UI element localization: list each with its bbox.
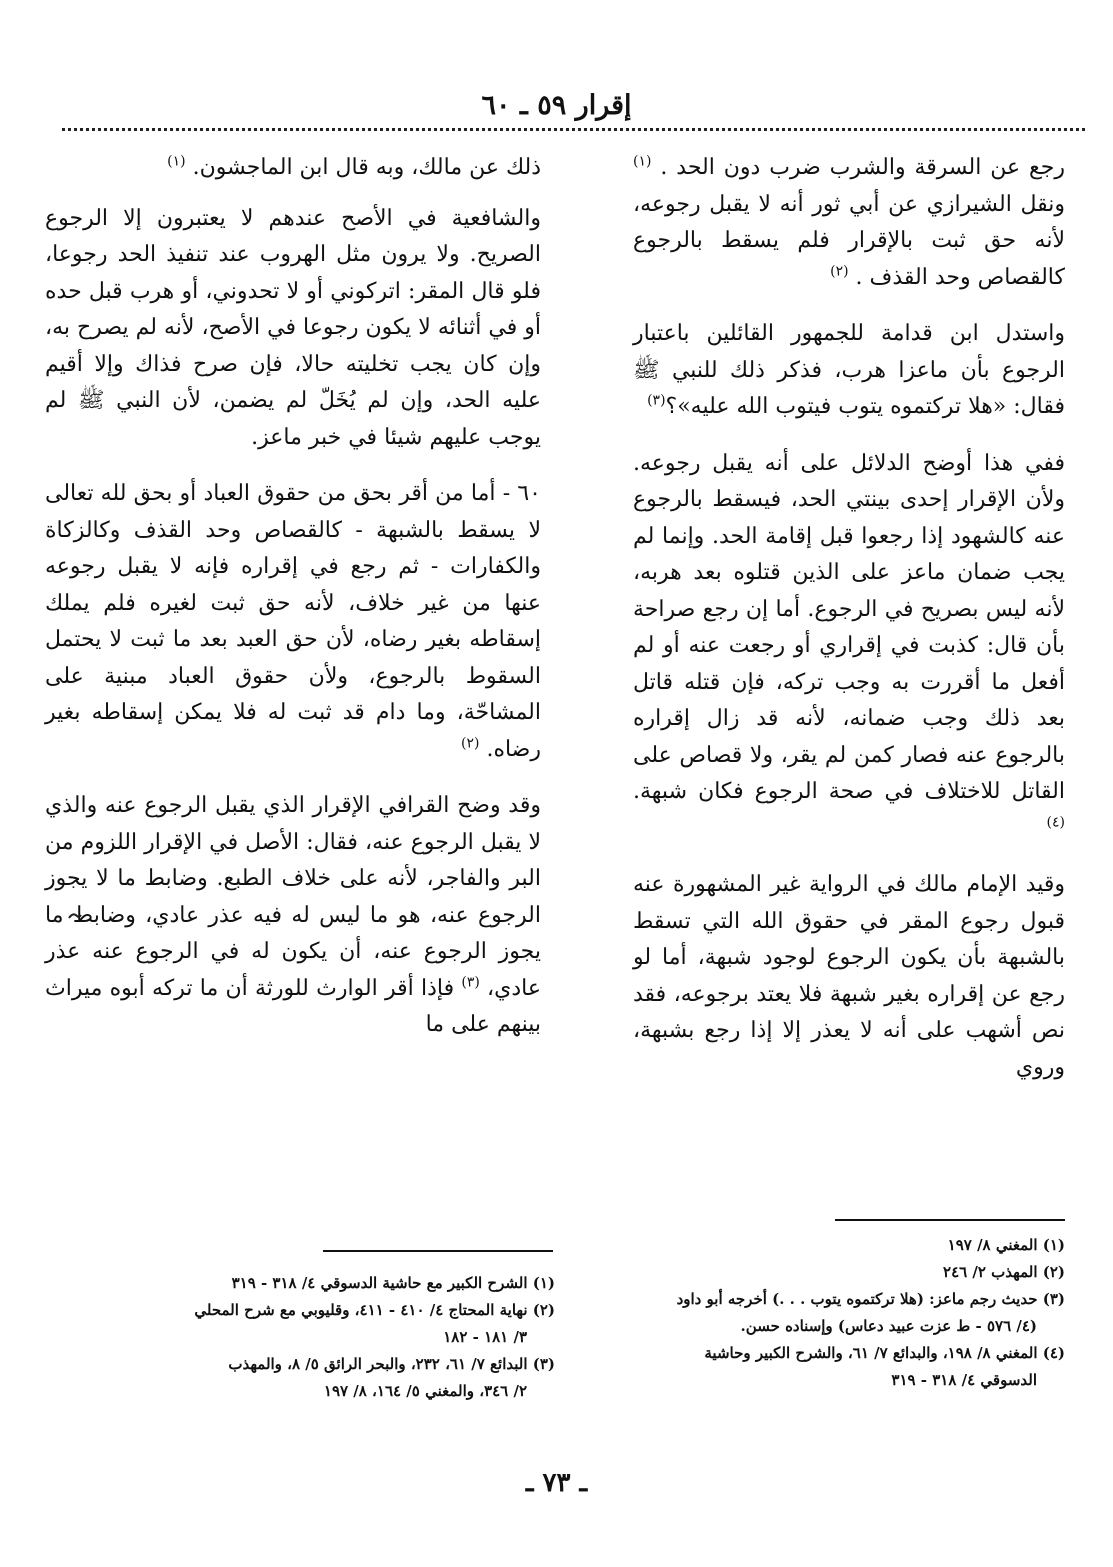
footnote-divider-left (323, 1250, 553, 1252)
footnote-ref: (٤) (1046, 814, 1065, 831)
right-paragraph-2: واستدل ابن قدامة للجمهور القائلين باعتبار الرجوع بأن ماعزا هرب، فذكر ذلك للنبي ﷺ فقال: «هلا تركتموه يتوب فيتوب الله عليه»؟$^{(٣)}$ (633, 321, 1065, 419)
footnote-divider-right (835, 1219, 1065, 1221)
footnote: (٢) نهاية المحتاج ٤/ ٤١٠ - ٤١١، وقليوبي مع شرح المحلي (194, 1301, 555, 1319)
footnote-ref: (١) (167, 153, 186, 170)
footnote-ref: (٣) (461, 974, 480, 991)
margin-marker-icon (68, 912, 82, 922)
right-paragraph-3: ففي هذا أوضح الدلائل على أنه يقبل رجوعه. ولأن الإقرار إحدى بينتي الحد، فيسقط بالرجوع عنه كالشهود إذا رجعوا قبل إقامة الحد. وإنما لم يجب ضمان ماعز على الذين قتلوه بعد هربه، لأنه ليس بصريح في الرجوع. أما إن رجع صراحة بأن قال: كذبت في إقراري أو رجعت عنه أو لم أفعل ما أقررت به وجب تركه، فإن قتله قاتل بعد ذلك وجب ضمانه، لأنه قد زال إقراره بالرجوع عنه فصار كمن لم يقر، ولا قصاص على القاتل للاختلاف في صحة الرجوع فكان شبهة. $^{(٤)}$ (633, 450, 1065, 831)
footnote: (١) الشرح الكبير مع حاشية الدسوقي ٤/ ٣١٨ - ٣١٩ (231, 1274, 555, 1292)
left-paragraph-4: وقد وضح القرافي الإقرار الذي يقبل الرجوع عنه والذي لا يقبل الرجوع عنه، فقال: الأصل في الإقرار اللزوم من البر والفاجر، لأنه على خلاف الطبع. وضابط ما لا يجوز الرجوع عنه، هو ما ليس له فيه عذر عادي، وضابط ما يجوز الرجوع عنه، أن يكون له في الرجوع عنه عذر عادي، $^{(٣)}$ فإذا أقر الوارث للورثة أن ما تركه أبوه ميراث بينهم على ما (45, 793, 541, 1037)
right-paragraph-1: رجع عن السرقة والشرب ضرب دون الحد . $^{(١)}$ ونقل الشيرازي عن أبي ثور أنه لا يقبل رجوعه، لأنه حق ثبت بالإقرار فلم يسقط بالرجوع كالقصاص وحد القذف . $^{(٢)}$ (633, 153, 1065, 290)
left-paragraph-1: ذلك عن مالك، وبه قال ابن الماجشون. $^{(١)}$ (167, 153, 541, 180)
footnote-ref: (٣) (647, 392, 666, 409)
left-column (45, 150, 541, 1064)
header-title: إقرار ٥٩ ـ ٦٠ (481, 90, 632, 121)
footnote: الدسوقي ٤/ ٣١٨ - ٣١٩ (891, 1371, 1037, 1389)
right-paragraph-4: وقيد الإمام مالك في الرواية غير المشهورة عنه قبول رجوع المقر في حقوق الله التي تسقط بالشبهة بأن يكون الرجوع لوجود شبهة، أما لو رجع عن إقراره بغير شبهة فلا يعتد برجوعه، فقد نص أشهب على أنه لا يعذر إلا إذا رجع بشبهة، وروي (633, 872, 1065, 1080)
footnote: (٢) المهذب ٢/ ٢٤٦ (943, 1263, 1065, 1281)
page-number: ـ ٧٣ ـ (525, 1468, 588, 1498)
footnote: ٣/ ١٨١ - ١٨٢ (443, 1328, 527, 1346)
footnote: (٣) البدائع ٧/ ٦١، ٢٣٢، والبحر الرائق ٥/ ٨، والمهذب (228, 1355, 555, 1373)
footnote-ref: (٢) (461, 735, 480, 752)
footnote: ٢/ ٣٤٦، والمغني ٥/ ١٦٤، ٨/ ١٩٧ (323, 1382, 527, 1400)
header-dotted-rule (62, 128, 1085, 131)
left-paragraph-3: ٦٠ - أما من أقر بحق من حقوق العباد أو بحق لله تعالى لا يسقط بالشبهة - كالقصاص وحد القذف وكالزكاة والكفارات - ثم رجع في إقراره فإنه لا يقبل رجوعه عنها من غير خلاف، لأنه حق ثبت لغيره فلم يملك إسقاطه بغير رضاه، لأن حق العبد بعد ما ثبت لا يحتمل السقوط بالرجوع، ولأن حقوق العباد مبنية على المشاحّة، وما دام قد ثبت له فلا يمكن إسقاطه بغير رضاه. $^{(٢)}$ (45, 481, 541, 762)
footnote-ref: (٢) (830, 263, 849, 280)
footnote: (٤/ ٥٧٦ - ط عزت عبيد دعاس) وإسناده حسن. (740, 1317, 1037, 1335)
footnote: (٤) المغني ٨/ ١٩٨، والبدائع ٧/ ٦١، والشرح الكبير وحاشية (704, 1344, 1065, 1362)
footnote-ref: (١) (633, 153, 652, 170)
running-header (60, 88, 1053, 124)
footnote: (١) المغني ٨/ ١٩٧ (947, 1236, 1065, 1254)
left-paragraph-2: والشافعية في الأصح عندهم لا يعتبرون إلا الرجوع الصريح. ولا يرون مثل الهروب عند تنفيذ الحد رجوعا، فلو قال المقر: اتركوني أو لا تحدوني، أو هرب قبل حده أو في أثنائه لا يكون رجوعا في الأصح، لأنه لم يصرح به، وإن كان يجب تخليته حالا، فإن صرح فذاك وإلا أقيم عليه الحد، وإن لم يُخَلّ لم يضمن، لأن النبي ﷺ لم يوجب عليهم شيئا في خبر ماعز. (45, 205, 541, 450)
footnote: (٣) حديث رجم ماعز: (هلا تركتموه يتوب . . .) أخرجه أبو داود (676, 1290, 1065, 1308)
right-column (633, 150, 1065, 1106)
footnotes-left (50, 1270, 555, 1405)
footnotes-right (625, 1232, 1065, 1394)
